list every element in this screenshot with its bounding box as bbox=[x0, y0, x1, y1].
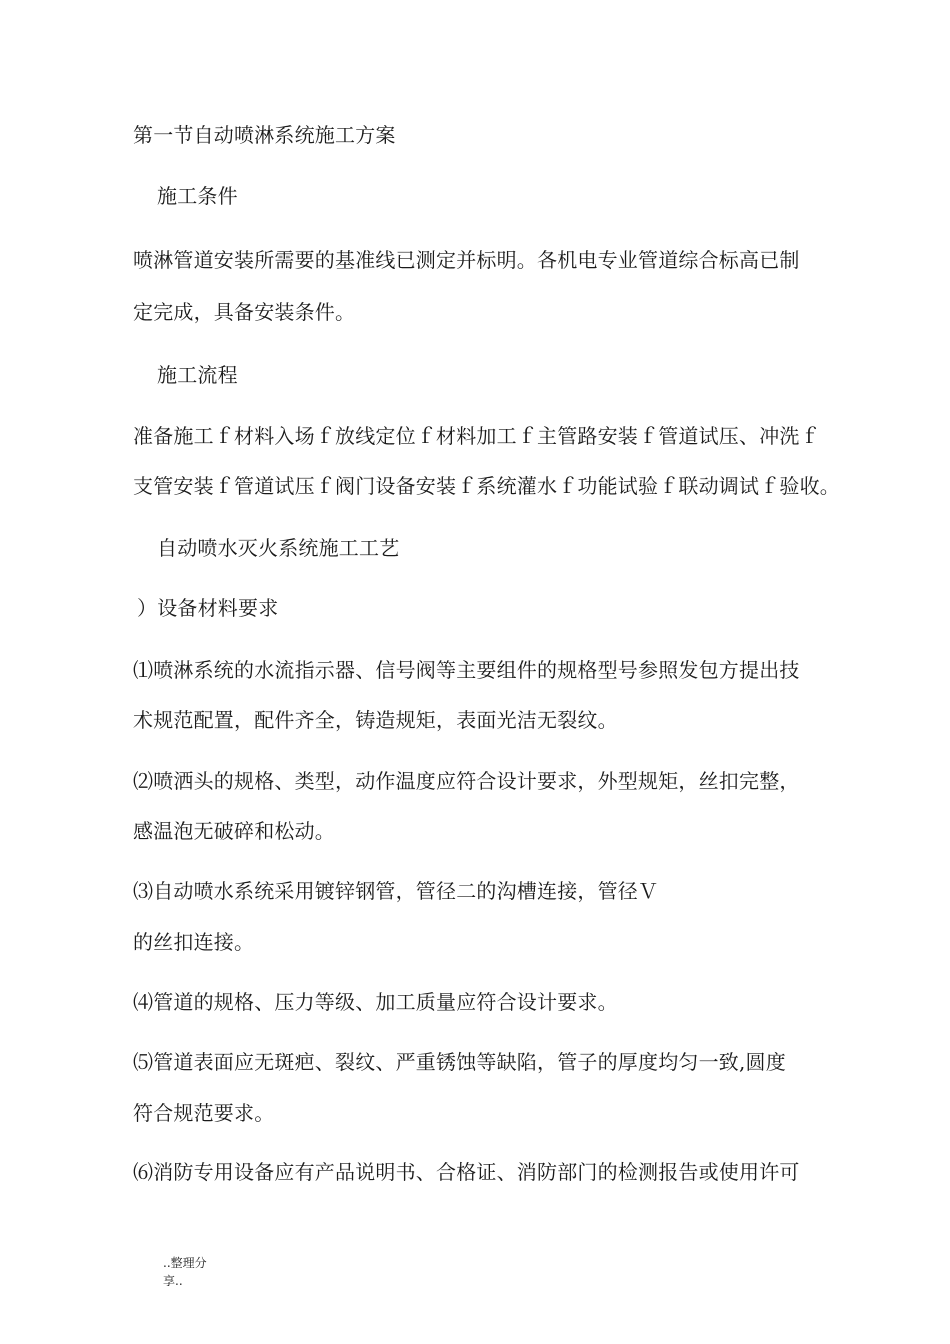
list-item-line: ⑹消防专用设备应有产品说明书、合格证、消防部门的检测报告或使用许可 bbox=[133, 1160, 800, 1184]
list-item-line: 术规范配置，配件齐全，铸造规矩，表面光洁无裂纹。 bbox=[133, 708, 618, 732]
paragraph-line: 准备施工ｆ材料入场ｆ放线定位ｆ材料加工ｆ主管路安装ｆ管道试压、冲洗ｆ bbox=[133, 424, 820, 448]
document-title: 第一节自动喷淋系统施工方案 bbox=[133, 123, 396, 147]
footer-text: 享.. bbox=[163, 1274, 183, 1288]
list-item-line: ⑴喷淋系统的水流指示器、信号阀等主要组件的规格型号参照发包方提出技 bbox=[133, 658, 800, 682]
list-item-line: ⑵喷洒头的规格、类型，动作温度应符合设计要求，外型规矩，丝扣完整， bbox=[133, 769, 800, 793]
paragraph-line: 喷淋管道安装所需要的基准线已测定并标明。各机电专业管道综合标高已制 bbox=[133, 248, 800, 272]
paragraph-line: 定完成，具备安装条件。 bbox=[133, 300, 356, 324]
list-item-line: 的丝扣连接。 bbox=[133, 930, 255, 954]
list-item-line: ⑸管道表面应无斑疤、裂纹、严重锈蚀等缺陷，管子的厚度均匀一致,圆度 bbox=[133, 1050, 786, 1074]
list-item-line: 符合规范要求。 bbox=[133, 1101, 275, 1125]
list-item-line: 感温泡无破碎和松动。 bbox=[133, 819, 335, 843]
list-item-line: ⑶自动喷水系统采用镀锌钢管，管径二的沟槽连接，管径Ｖ bbox=[133, 879, 659, 903]
section-heading-construction-process: 施工流程 bbox=[157, 363, 238, 387]
footer-text: ..整理分 bbox=[163, 1256, 207, 1270]
section-heading-construction-conditions: 施工条件 bbox=[157, 184, 238, 208]
list-item-line: ⑷管道的规格、压力等级、加工质量应符合设计要求。 bbox=[133, 990, 618, 1014]
subsection-heading-material-requirements: ）设备材料要求 bbox=[137, 596, 279, 620]
section-heading-sprinkler-process: 自动喷水灭火系统施工工艺 bbox=[157, 536, 400, 560]
paragraph-line: 支管安装ｆ管道试压ｆ阀门设备安装ｆ系统灌水ｆ功能试验ｆ联动调试ｆ验收。 bbox=[133, 474, 840, 498]
